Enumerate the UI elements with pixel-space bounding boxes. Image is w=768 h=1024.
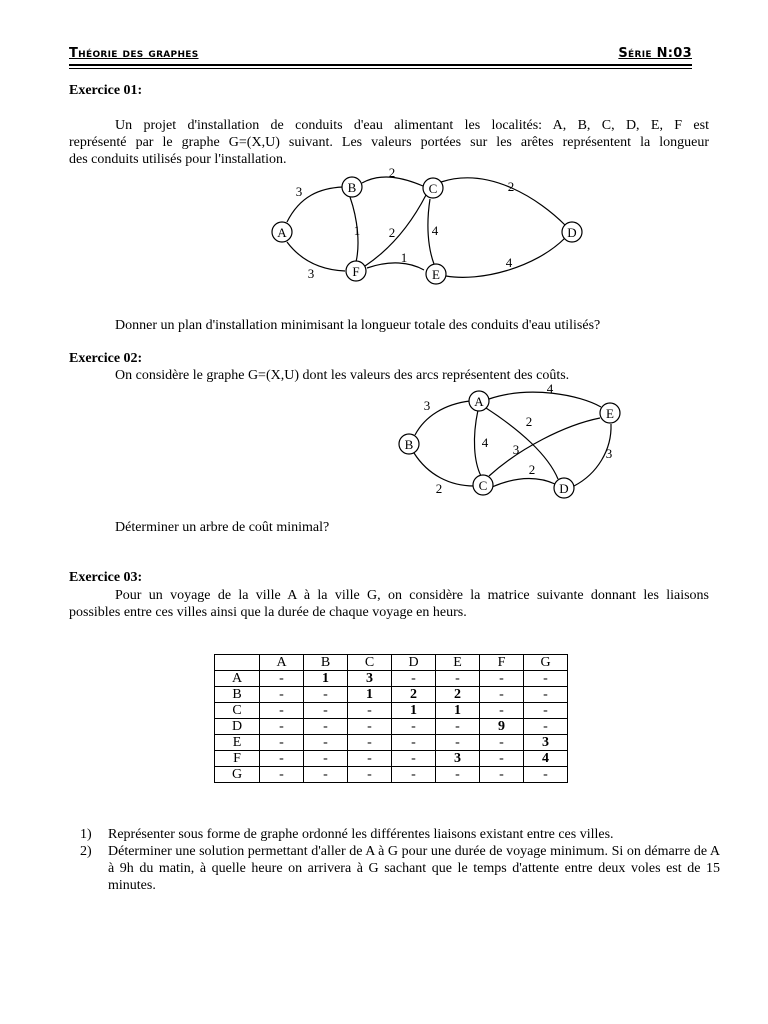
node-c-label: C — [478, 478, 488, 493]
matrix-cell: - — [524, 703, 568, 719]
edge-c-d — [492, 479, 555, 487]
question-number: 2) — [80, 844, 92, 859]
node-f-label: F — [352, 264, 360, 279]
matrix-cell: - — [260, 687, 304, 703]
exercise-2-statement: On considère le graphe G=(X,U) dont les valeurs des arcs représentent des coûts. — [115, 368, 570, 383]
matrix-row-header: E — [215, 735, 260, 751]
matrix-cell: - — [436, 735, 480, 751]
matrix-cell: - — [524, 671, 568, 687]
exercise-3-line-1: Pour un voyage de la ville A à la ville G, on considère la matrice suivante donnant les liaisons — [115, 588, 709, 603]
matrix-cell: - — [304, 719, 348, 735]
matrix-cell: - — [304, 735, 348, 751]
node-c-label: C — [428, 181, 438, 196]
matrix-cell: - — [392, 671, 436, 687]
matrix-cell: - — [260, 767, 304, 783]
matrix-cell: - — [260, 735, 304, 751]
matrix-cell: - — [392, 751, 436, 767]
matrix-cell: - — [348, 703, 392, 719]
exercise-1-graph — [0, 0, 768, 320]
matrix-row — [215, 703, 568, 719]
weight-a-c: 4 — [481, 435, 489, 450]
exercise-3-questions — [80, 826, 720, 894]
node-b-label: B — [347, 180, 357, 195]
matrix-column-header: G — [524, 655, 568, 671]
weight-a-b: 3 — [295, 184, 303, 199]
matrix-cell: - — [304, 751, 348, 767]
weight-b-a: 3 — [423, 398, 431, 413]
edge-c-f — [365, 195, 426, 266]
course-title: Théorie des graphes — [69, 46, 199, 61]
matrix-column-header: C — [348, 655, 392, 671]
exercise-1-line-1: Un projet d'installation de conduits d'eau alimentant les localités: A, B, C, D, E, F est — [115, 118, 709, 133]
matrix-cell: - — [436, 767, 480, 783]
node-e-label: E — [606, 406, 614, 421]
matrix-header-row — [215, 655, 568, 671]
matrix-cell: - — [524, 687, 568, 703]
matrix-column-header: E — [436, 655, 480, 671]
matrix-cell: - — [392, 767, 436, 783]
matrix-row — [215, 687, 568, 703]
matrix-row — [215, 719, 568, 735]
node-b-label: B — [404, 437, 414, 452]
weight-f-e: 1 — [400, 250, 408, 265]
matrix-column-header: F — [480, 655, 524, 671]
weight-c-e: 4 — [431, 223, 439, 238]
matrix-cell: - — [348, 751, 392, 767]
edge-a-e — [489, 392, 601, 407]
matrix-row-header: F — [215, 751, 260, 767]
edge-a-f — [287, 242, 345, 271]
exercise-1-question: Donner un plan d'installation minimisant la longueur totale des conduits d'eau utilisés? — [115, 318, 601, 333]
matrix-cell: 3 — [348, 671, 392, 687]
weight-b-f: 1 — [353, 223, 361, 238]
edge-a-d — [486, 408, 558, 479]
matrix-cell: - — [304, 703, 348, 719]
question-text: Déterminer une solution permettant d'aller de A à G pour une durée de voyage minimum. Si on démarre de A à 9h du matin, à quelle heure on arrivera à G sachant que le temps d'attente entre deux voles est de 15 minutes. — [108, 844, 720, 893]
edge-b-c — [414, 453, 474, 486]
matrix-cell: - — [304, 767, 348, 783]
weight-b-c: 2 — [435, 481, 443, 496]
matrix-cell: - — [480, 767, 524, 783]
matrix-cell: - — [524, 767, 568, 783]
matrix-row — [215, 767, 568, 783]
node-d-label: D — [567, 225, 577, 240]
matrix-cell: 3 — [436, 751, 480, 767]
matrix-row — [215, 751, 568, 767]
matrix-cell: 3 — [524, 735, 568, 751]
weight-c-d: 2 — [528, 462, 536, 477]
matrix-cell: 2 — [392, 687, 436, 703]
weight-e-d: 4 — [505, 255, 513, 270]
matrix-cell: - — [392, 719, 436, 735]
weight-a-f: 3 — [307, 266, 315, 281]
matrix-cell: - — [480, 735, 524, 751]
weight-c-f: 2 — [388, 225, 396, 240]
matrix-cell: - — [480, 751, 524, 767]
matrix-cell: 1 — [348, 687, 392, 703]
matrix-cell: - — [392, 735, 436, 751]
matrix-cell: - — [348, 719, 392, 735]
weight-b-c: 2 — [388, 165, 396, 180]
matrix-column-header: D — [392, 655, 436, 671]
exercise-1-line-3: des conduits utilisés pour l'installation. — [69, 152, 287, 167]
matrix-cell: 1 — [436, 703, 480, 719]
exercise-3-statement — [69, 587, 709, 621]
matrix-cell: - — [436, 671, 480, 687]
matrix-column-header: A — [260, 655, 304, 671]
matrix-row-header: C — [215, 703, 260, 719]
matrix-cell: - — [348, 767, 392, 783]
matrix-row-header: G — [215, 767, 260, 783]
exercise-1-line-2: représenté par le graphe G=(X,U) suivant. Les valeurs portées sur les arêtes représentent la longueur — [69, 135, 709, 150]
matrix-cell: - — [260, 671, 304, 687]
matrix-cell: - — [436, 719, 480, 735]
matrix-row-header: B — [215, 687, 260, 703]
matrix-cell: - — [524, 719, 568, 735]
matrix-row-header: D — [215, 719, 260, 735]
series-number: Série N:03 — [618, 46, 692, 61]
node-d-label: D — [559, 481, 569, 496]
node-e-label: E — [432, 267, 440, 282]
edge-f-e — [367, 263, 424, 270]
node-a-label: A — [474, 394, 484, 409]
matrix-cell: - — [480, 687, 524, 703]
matrix-cell: 2 — [436, 687, 480, 703]
weight-e-d: 3 — [605, 446, 613, 461]
matrix-row-header: A — [215, 671, 260, 687]
question-text: Représenter sous forme de graphe ordonné les différentes liaisons existant entre ces villes. — [108, 827, 614, 842]
matrix-cell: - — [260, 751, 304, 767]
matrix-cell: 1 — [304, 671, 348, 687]
weight-a-d: 2 — [525, 414, 533, 429]
edge-a-c — [474, 410, 481, 476]
matrix-cell: - — [348, 735, 392, 751]
exercise-3-title: Exercice 03: — [69, 570, 143, 585]
node-a-label: A — [277, 225, 287, 240]
matrix-cell: 1 — [392, 703, 436, 719]
exercise-1-title: Exercice 01: — [69, 83, 143, 98]
question-item — [80, 843, 720, 894]
matrix-row — [215, 735, 568, 751]
weight-a-e: 4 — [546, 381, 554, 396]
question-number: 1) — [80, 827, 92, 842]
matrix-cell: - — [260, 703, 304, 719]
matrix-cell: - — [480, 703, 524, 719]
matrix-corner-cell — [215, 655, 260, 671]
weight-c-e: 3 — [512, 442, 520, 457]
edge-c-d — [441, 178, 565, 225]
duration-matrix — [214, 654, 568, 783]
matrix-cell: 9 — [480, 719, 524, 735]
exercise-2-graph — [0, 380, 768, 510]
matrix-cell: - — [480, 671, 524, 687]
matrix-column-header: B — [304, 655, 348, 671]
exercise-2-question: Déterminer un arbre de coût minimal? — [115, 520, 330, 535]
matrix-cell: - — [304, 687, 348, 703]
matrix-cell: 4 — [524, 751, 568, 767]
weight-c-d: 2 — [507, 179, 515, 194]
exercise-2-title: Exercice 02: — [69, 351, 143, 366]
question-item — [80, 826, 720, 843]
matrix-row — [215, 671, 568, 687]
edge-c-e — [489, 418, 600, 476]
exercise-3-line-2: possibles entre ces villes ainsi que la durée de chaque voyage en heurs. — [69, 605, 467, 620]
matrix-cell: - — [260, 719, 304, 735]
